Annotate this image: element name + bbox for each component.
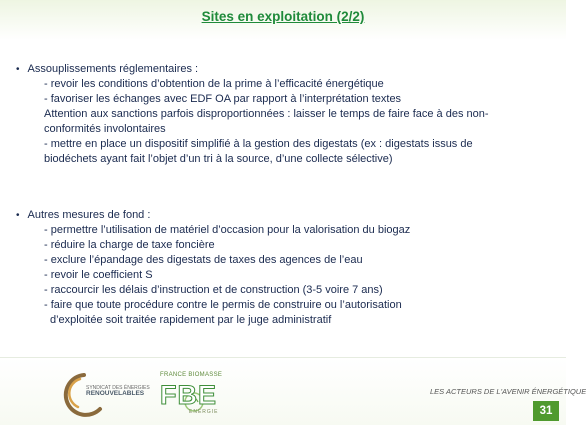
page-number-badge: 31 [533,401,559,421]
fbe-logo-main: FBE [160,380,217,410]
fbe-logo-bottom: ENERGIE [189,409,219,415]
bullet-icon: • [16,210,20,221]
section2-line: - réduire la charge de taxe foncière [44,239,215,251]
section2-line: - exclure l’épandage des digestats de taxes des agences de l’eau [44,254,363,266]
section2-line: - raccourcir les délais d’instruction et de construction (3-5 voire 7 ans) [44,284,383,296]
syndicat-logo-text [86,385,150,397]
syndicat-line2: RENOUVELABLES [86,390,145,397]
section1-line: biodéchets ayant fait l’objet d’un tri à la source, d’une collecte sélective) [44,153,393,165]
bullet-item-section1 [16,62,198,78]
section2-heading: Autres mesures de fond : [27,209,151,221]
section1-line: - favoriser les échanges avec EDF OA par rapport à l’interprétation textes [44,93,402,105]
footer-divider [0,357,566,358]
bullet-icon: • [16,64,20,75]
section2-line: - permettre l’utilisation de matériel d’occasion pour la valorisation du biogaz [44,224,411,236]
section2-line: - revoir le coefficient S [44,269,153,281]
section1-line: conformités involontaires [44,123,166,135]
section1-line: Attention aux sanctions parfois disproportionnées : laisser le temps de faire face à des non- [44,108,489,120]
section2-line: - faire que toute procédure contre le permis de construire ou l’autorisation [44,299,402,311]
slide-title: Sites en exploitation (2/2) [201,9,365,24]
footer-tagline: LES ACTEURS DE L'AVENIR ÉNERGÉTIQUE [430,387,586,396]
section1-line: - revoir les conditions d’obtention de la prime à l’efficacité énergétique [44,78,384,90]
section2-line: d’exploitée soit traitée rapidement par le juge administratif [50,314,332,326]
fbe-logo-top: FRANCE BIOMASSE [160,372,223,378]
syndicat-line1: SYNDICAT DES ÉNERGIES [86,385,150,391]
bullet-item-section2 [16,208,150,224]
section1-heading: Assouplissements réglementaires : [27,63,199,75]
section1-line: - mettre en place un dispositif simplifié à la gestion des digestats (ex : digestats issus de [44,138,473,150]
